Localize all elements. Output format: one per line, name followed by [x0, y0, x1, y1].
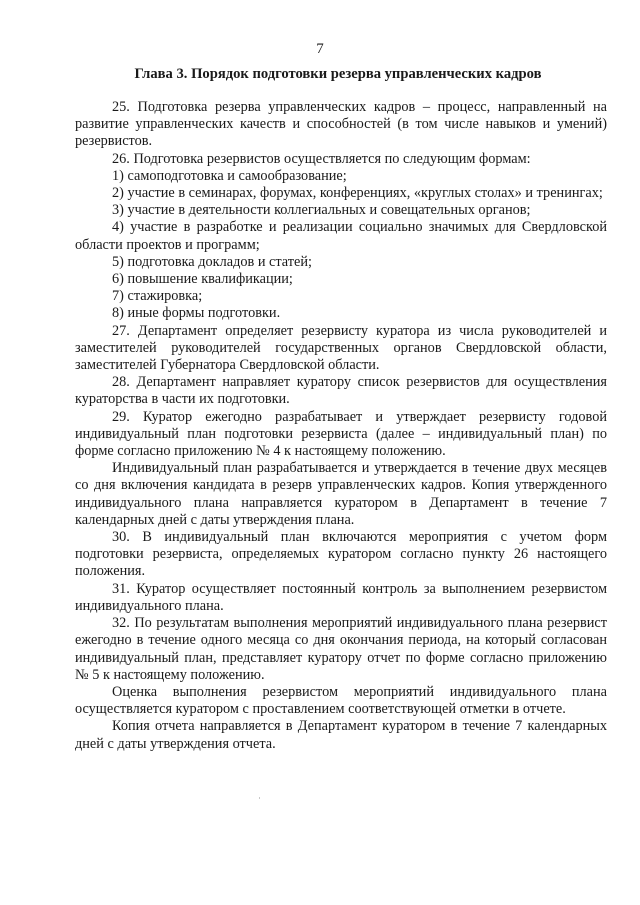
paragraph-31: 31. Куратор осуществляет постоянный контроль за выполнением резервистом индивидуального плана.	[75, 580, 607, 614]
paragraph-32-copy: Копия отчета направляется в Департамент куратором в течение 7 календарных дней с даты утверждения отчета.	[75, 718, 607, 752]
document-body	[75, 99, 607, 753]
paragraph-29: 29. Куратор ежегодно разрабатывает и утверждает резервисту годовой индивидуальный план подготовки резервиста (далее – индивидуальный план) по форме согласно приложению № 4 к настоящему положению.	[75, 408, 607, 460]
paragraph-26: 26. Подготовка резервистов осуществляется по следующим формам:	[112, 150, 531, 167]
chapter-title: Глава 3. Порядок подготовки резерва управленческих кадров	[134, 66, 542, 82]
list-item: 8) иные формы подготовки.	[112, 305, 281, 322]
paragraph-27: 27. Департамент определяет резервисту куратора из числа руководителей и заместителей руководителей государственных органов Свердловской области, заместителей Губернатора Свердловской области.	[75, 322, 607, 374]
page-number: 7	[316, 41, 324, 57]
paragraph-25: 25. Подготовка резерва управленческих кадров – процесс, направленный на развитие управленческих качеств и способностей (в том числе навыков и умений) резервистов.	[75, 99, 607, 150]
list-item: 4) участие в разработке и реализации социально значимых для Свердловской области проектов и программ;	[75, 219, 607, 253]
paragraph-30: 30. В индивидуальный план включаются мероприятия с учетом форм подготовки резервиста, определяемых куратором согласно пункту 26 настоящего положения.	[75, 529, 607, 580]
paragraph-29-plan: Индивидуальный план разрабатывается и утверждается в течение двух месяцев со дня включения кандидата в резерв управленческих кадров. Копия утвержденного индивидуального плана направляется куратором в Департамент в течение 7 календарных дней с даты утверждения плана.	[75, 460, 607, 528]
paragraph-28: 28. Департамент направляет куратору список резервистов для осуществления кураторства в части их подготовки.	[75, 374, 607, 408]
paragraph-32-evaluation: Оценка выполнения резервистом мероприятий индивидуального плана осуществляется куратором с проставлением соответствующей отметки в отчете.	[75, 683, 607, 718]
scan-mark	[259, 797, 260, 799]
list-item: 1) самоподготовка и самообразование;	[112, 167, 347, 184]
paragraph-32: 32. По результатам выполнения мероприятий индивидуального плана резервист ежегодно в течение одного месяца со дня окончания периода, на который согласован индивидуальный план, представляет куратору отчет по форме согласно приложению № 5 к настоящему положению.	[75, 615, 607, 683]
list-item: 3) участие в деятельности коллегиальных и совещательных органов;	[112, 202, 531, 219]
list-item: 2) участие в семинарах, форумах, конференциях, «круглых столах» и тренингах;	[112, 185, 603, 202]
list-item: 7) стажировка;	[112, 288, 203, 305]
list-item: 6) повышение квалификации;	[112, 271, 293, 288]
list-item: 5) подготовка докладов и статей;	[112, 253, 313, 270]
